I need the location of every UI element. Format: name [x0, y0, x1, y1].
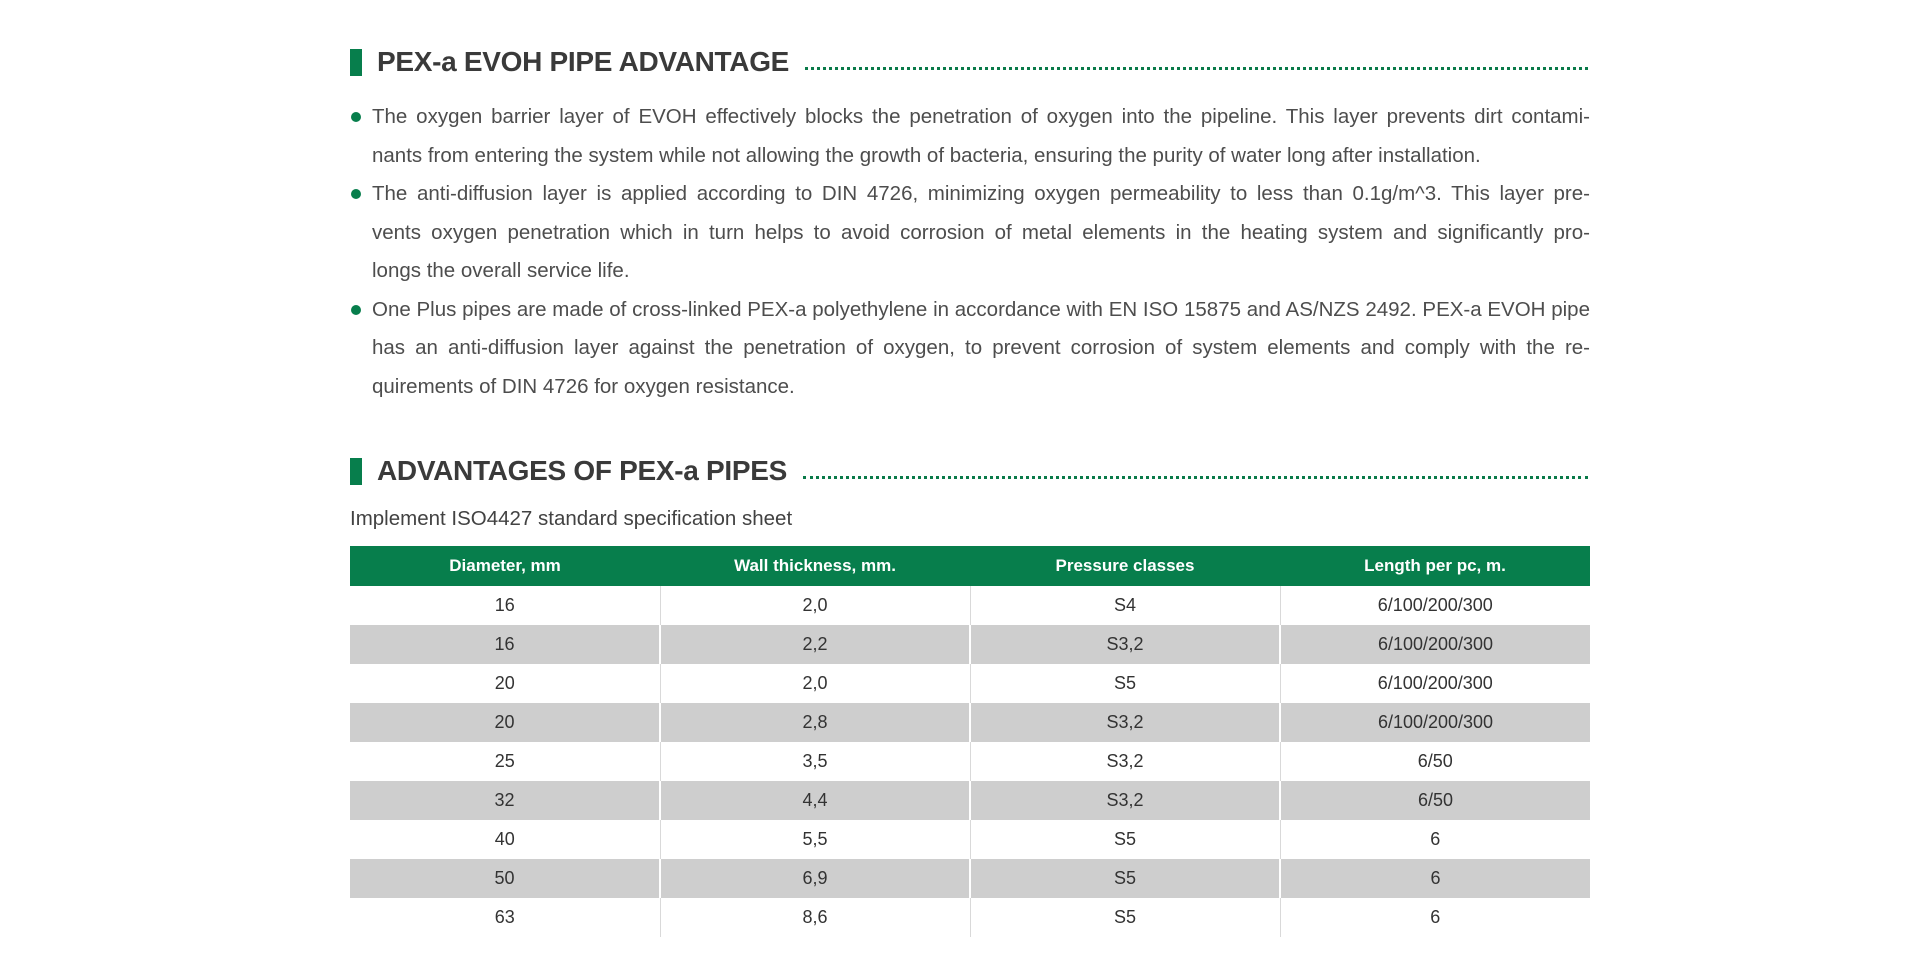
- bullet-line: One Plus pipes are made of cross-linked PEX-a polyethylene in accordance with EN ISO 15875 and AS/NZS 2492. PEX-a EVOH pipe: [372, 297, 1590, 321]
- dotted-leader-line: [805, 67, 1588, 70]
- table-subtitle: Implement ISO4427 standard specification sheet: [350, 507, 793, 530]
- bullet-line: longs the overall service life.: [372, 259, 630, 282]
- table-cell: 6/100/200/300: [1377, 712, 1494, 732]
- table-cell: 6/50: [1417, 790, 1454, 810]
- table-cell: 3,5: [660, 742, 970, 781]
- bullet-line: has an anti-diffusion layer against the penetration of oxygen, to prevent corrosion of system elements and comply with the re-: [372, 336, 1590, 359]
- table-cell: 5,5: [660, 820, 970, 859]
- bullet-line: vents oxygen penetration which in turn helps to avoid corrosion of metal elements in the heating system and significantly pro-: [372, 220, 1590, 244]
- bullet-line: The anti-diffusion layer is applied according to DIN 4726, minimizing oxygen permeability to less than 0.1g/m^3. This layer pre-: [372, 182, 1590, 205]
- table-cell: 6/50: [1417, 751, 1453, 771]
- bullet-item: [350, 175, 1590, 291]
- table-cell: 20: [350, 703, 660, 742]
- green-accent-bar: [350, 49, 362, 76]
- table-cell: 16: [350, 586, 660, 625]
- table-cell: S5: [970, 859, 1280, 898]
- table-cell: 2,2: [660, 625, 970, 664]
- table-row: [350, 859, 1590, 898]
- table-row: [350, 781, 1590, 820]
- table-cell: 6/100/200/300: [1377, 634, 1494, 654]
- table-cell: 16: [350, 625, 660, 664]
- table-cell: S5: [970, 820, 1280, 859]
- table-cell: 63: [350, 898, 660, 937]
- table-cell: S3,2: [970, 703, 1280, 742]
- table-cell: 6/100/200/300: [1377, 595, 1493, 615]
- col-header-pressure-class: Pressure classes: [970, 546, 1280, 586]
- green-accent-bar: [350, 458, 362, 485]
- table-cell: 6: [1430, 868, 1441, 888]
- table-cell: 6: [1430, 829, 1441, 849]
- table-cell: 6/100/200/300: [1377, 673, 1493, 693]
- table-cell: 20: [350, 664, 660, 703]
- bullet-item: [350, 98, 1590, 175]
- table-row: [350, 742, 1590, 781]
- table-cell: 2,8: [660, 703, 970, 742]
- table-cell: 50: [350, 859, 660, 898]
- table-cell: 25: [350, 742, 660, 781]
- section1-title: PEX-a EVOH PIPE ADVANTAGE: [377, 46, 790, 77]
- table-cell: 4,4: [660, 781, 970, 820]
- bullet-line: The oxygen barrier layer of EVOH effectively blocks the penetration of oxygen into the pipeline. This layer prevents dirt contami-: [372, 105, 1590, 128]
- table-cell: 6: [1430, 907, 1441, 927]
- table-cell: 32: [350, 781, 660, 820]
- advantage-bullet-list: [350, 98, 1590, 406]
- section1-heading: [350, 47, 1590, 77]
- table-cell: S3,2: [970, 781, 1280, 820]
- table-row: [350, 703, 1590, 742]
- table-cell: S4: [970, 586, 1280, 625]
- table-cell: S5: [970, 664, 1280, 703]
- section2-title: ADVANTAGES OF PEX-a PIPES: [377, 455, 787, 486]
- bullet-line: quirements of DIN 4726 for oxygen resistance.: [372, 374, 795, 398]
- pipe-spec-table: [350, 546, 1590, 937]
- table-header-row: [350, 546, 1590, 586]
- table-cell: S3,2: [970, 742, 1280, 781]
- table-cell: 8,6: [660, 898, 970, 937]
- table-cell: S3,2: [970, 625, 1280, 664]
- page-content: [350, 0, 1590, 937]
- bullet-item: [350, 291, 1590, 407]
- col-header-diameter: Diameter, mm: [350, 546, 660, 586]
- section2-heading: [350, 456, 1590, 486]
- table-row: [350, 898, 1590, 937]
- table-row: [350, 586, 1590, 625]
- table-cell: 40: [350, 820, 660, 859]
- col-header-wall-thickness: Wall thickness, mm.: [660, 546, 970, 586]
- table-cell: S5: [970, 898, 1280, 937]
- table-row: [350, 664, 1590, 703]
- col-header-length: Length per pc, m.: [1280, 546, 1590, 586]
- bullet-line: nants from entering the system while not allowing the growth of bacteria, ensuring the purity of water long after installation.: [372, 143, 1481, 167]
- table-row: [350, 625, 1590, 664]
- dotted-leader-line: [803, 476, 1588, 479]
- table-row: [350, 820, 1590, 859]
- table-cell: 6,9: [660, 859, 970, 898]
- table-cell: 2,0: [660, 586, 970, 625]
- table-cell: 2,0: [660, 664, 970, 703]
